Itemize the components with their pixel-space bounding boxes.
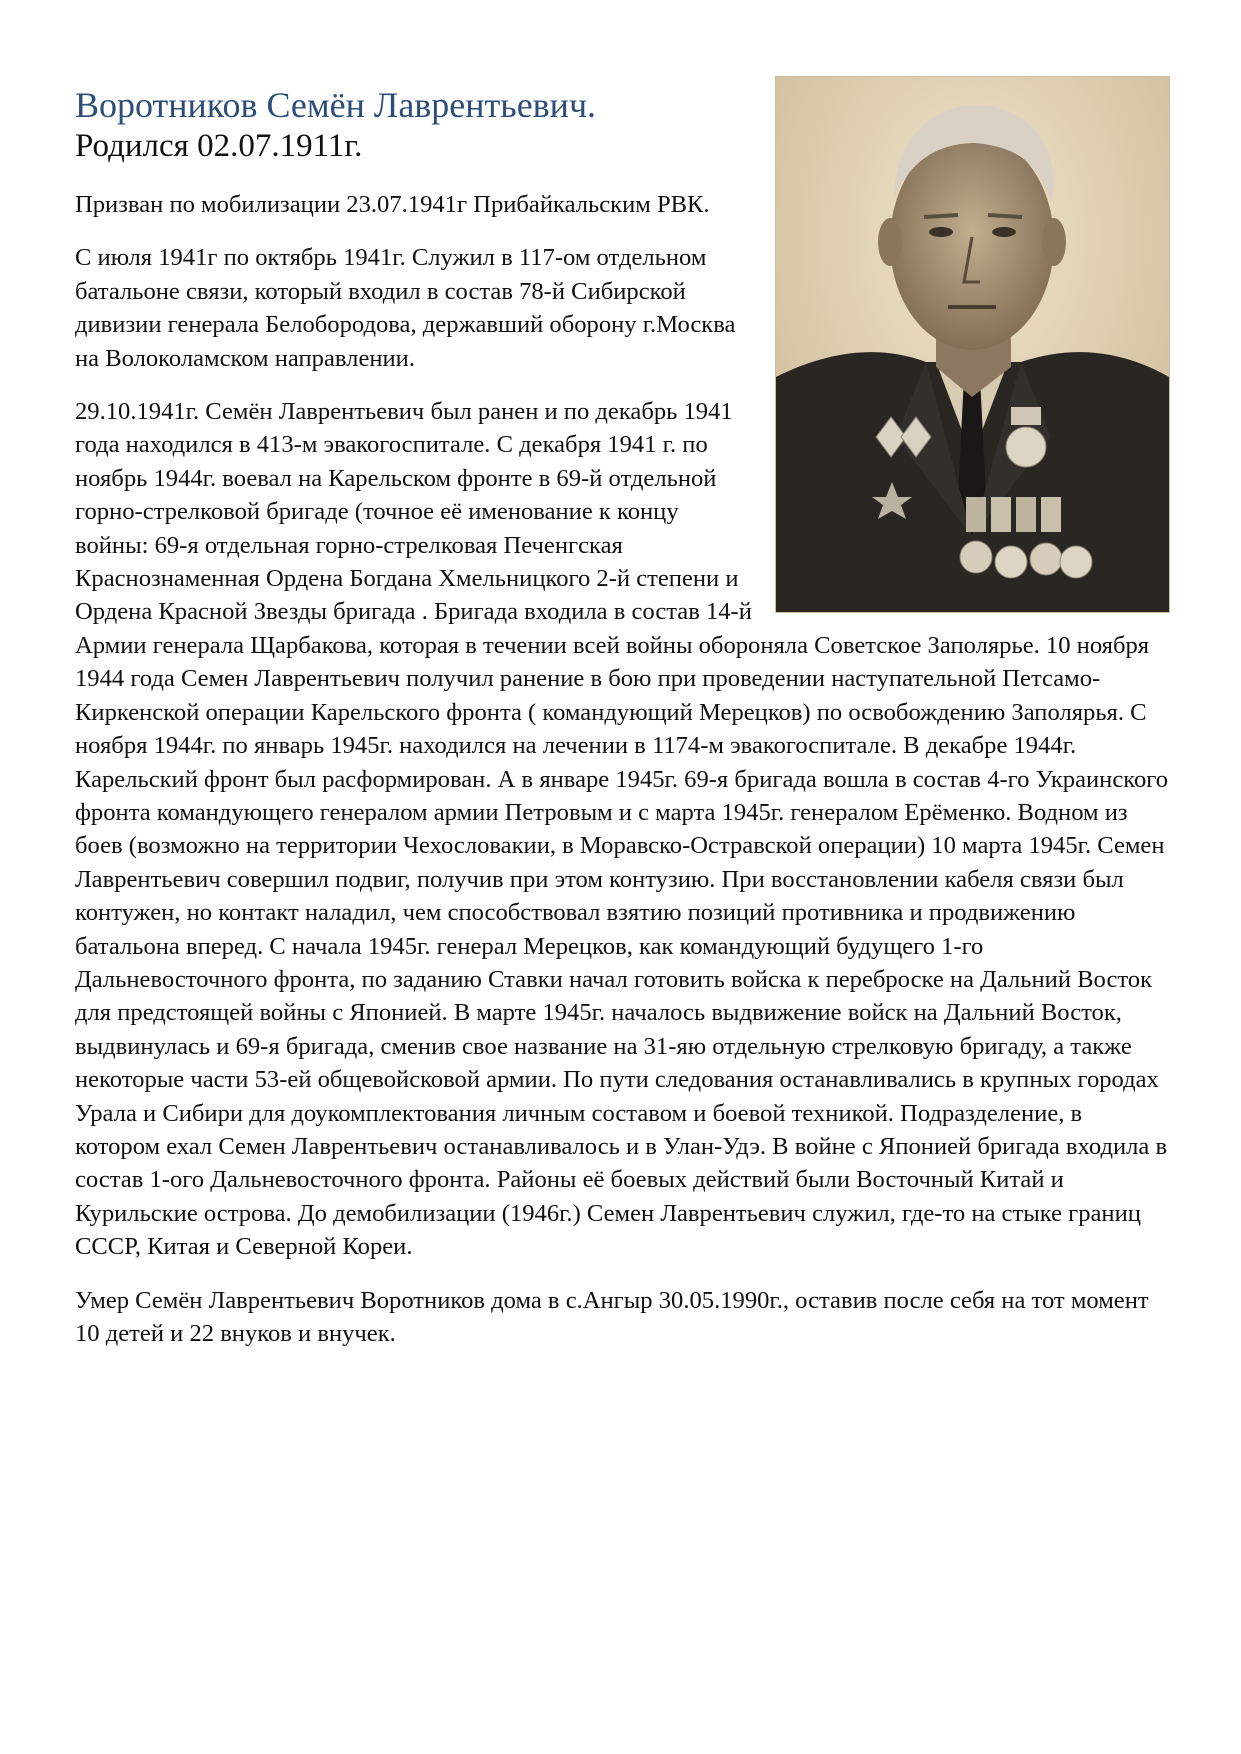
paragraph-death: Умер Семён Лаврентьевич Воротников дома в с.Ангыр 30.05.1990г., оставив после себя на тот момент 10 детей и 22 внуков и внучек. bbox=[75, 1286, 1149, 1347]
document-page bbox=[75, 70, 1170, 1370]
person-name-heading: Воротников Семён Лаврентьевич. bbox=[75, 85, 597, 125]
portrait-photo bbox=[775, 76, 1170, 613]
paragraph-war-history: 29.10.1941г. Семён Лаврентьевич был ранен и по декабрь 1941 года находился в 413-м эвакогоспитале. С декабря 1941 г. по ноябрь 1944г. воевал на Карельском фронте в 69-й отдельной горно-стрелковой бригаде (точное её именование к концу войны: 69-я отдельная горно-стрелковая Печенгская Краснознаменная Ордена Богдана Хмельницкого 2-й степени и Ордена Красной Звезды бригада . Бригада входила в состав 14-й Армии генерала Щарбакова, которая в течении всей войны обороняла Советское Заполярье. 10 ноября 1944 года Семен Лаврентьевич получил ранение в бою при проведении наступательной Петсамо-Киркенской операции Карельского фронта ( командующий Мерецков) по освобождению Заполярья. С ноября 1944г. по январь 1945г. находился на лечении в 1174-м эвакогоспитале. В декабре 1944г. Карельский фронт был расформирован. А в январе 1945г. 69-я бригада вошла в состав 4-го Украинского фронта командующего генералом армии Петровым и с марта 1945г. генералом Ерёменко. Водном из боев (возможно на территории Чехословакии, в Моравско-Остравской операции) 10 марта 1945г. Семен Лаврентьевич совершил подвиг, получив при этом контузию. При восстановлении кабеля связи был контужен, но контакт наладил, чем способствовал взятию позиций противника и продвижению батальона вперед. С начала 1945г. генерал Мерецков, как командующий будущего 1-го Дальневосточного фронта, по заданию Ставки начал готовить войска к переброске на Дальний Восток для предстоящей войны с Японией. В марте 1945г. началось выдвижение войск на Дальний Восток, выдвинулась и 69-я бригада, сменив свое название на 31-яю отдельную стрелковую бригаду, а также некоторые части 53-ей общевойсковой армии. По пути следования останавливались в крупных городах Урала и Сибири для доукомплектования личным составом и боевой техникой. Подразделение, в котором ехал Семен Лаврентьевич останавливалось и в Улан-Удэ. В войне с Японией бригада входила в состав 1-ого Дальневосточного фронта. Районы её боевых действий были Восточный Китай и Курильские острова. До демобилизации (1946г.) Семен Лаврентьевич служил, где-то на стыке границ СССР, Китая и Северной Кореи. bbox=[75, 398, 1169, 1261]
paragraph-mobilization: Призван по мобилизации 23.07.1941г Прибайкальским РВК. bbox=[75, 191, 710, 218]
birth-date-subtitle: Родился 02.07.1911г. bbox=[75, 128, 363, 164]
paragraph-service-1941: С июля 1941г по октябрь 1941г. Служил в 117-ом отдельном батальоне связи, который входил в состав 78-й Сибирской дивизии генерала Белобородова, державший оборону г.Москва на Волоколамском направлении. bbox=[75, 244, 736, 372]
portrait-image bbox=[776, 77, 1169, 612]
